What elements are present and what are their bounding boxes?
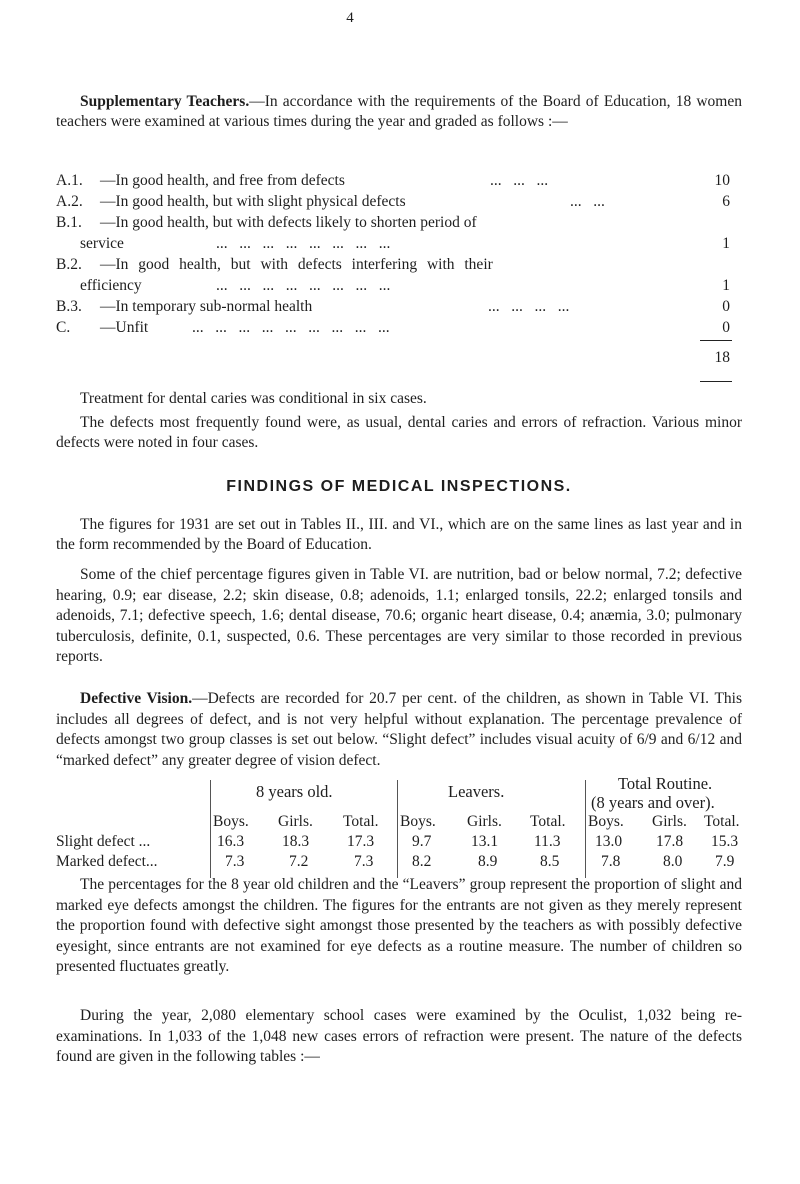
col-header: Total. bbox=[343, 813, 379, 830]
grade-row bbox=[56, 213, 742, 234]
grade-label: A.2. bbox=[56, 193, 83, 210]
cell: 7.9 bbox=[715, 853, 735, 870]
cell: 9.7 bbox=[412, 833, 432, 850]
grade-label: B.3. bbox=[56, 298, 82, 315]
col-header: Boys. bbox=[400, 813, 436, 830]
grade-text: —In good health, and free from defects bbox=[100, 172, 345, 189]
grading-list bbox=[56, 171, 742, 339]
grade-label: B.2. bbox=[56, 256, 82, 273]
group-header-leavers: Leavers. bbox=[448, 782, 505, 801]
percentages-paragraph: The percentages for the 8 year old children and the “Leavers” group represent the proportion of slight and marked eye defects amongst the children. The figures for the entrants are not given as they merely represent the proportion found with defective sight amongst those presented by the teachers as with possibly defective eyesight, since entrants are not examined for eye defects as a routine measure. The number of children so presented fluctuates greatly. bbox=[56, 876, 742, 975]
grade-count: 6 bbox=[722, 193, 730, 210]
total-rule-bottom bbox=[700, 381, 732, 382]
group-header-total-routine: Total Routine. bbox=[618, 774, 713, 793]
col-header: Total. bbox=[530, 813, 566, 830]
grade-row bbox=[56, 255, 742, 276]
cell: 7.3 bbox=[225, 853, 245, 870]
table-divider bbox=[210, 780, 211, 878]
cell: 8.5 bbox=[540, 853, 560, 870]
cell: 8.9 bbox=[478, 853, 498, 870]
cell: 16.3 bbox=[217, 833, 245, 850]
cell: 11.3 bbox=[534, 833, 561, 850]
grade-row: A.1. —In good health, and free from defects ... ... ... 10 bbox=[56, 172, 730, 189]
grade-row: B.3. —In temporary sub-normal health ... ... ... ... 0 bbox=[56, 298, 730, 315]
cell: 7.2 bbox=[289, 853, 309, 870]
total-rule-top bbox=[700, 340, 732, 341]
supplementary-paragraph bbox=[56, 92, 742, 132]
col-header: Girls. bbox=[278, 813, 313, 830]
grade-label: A.1. bbox=[56, 172, 83, 189]
findings-heading: FINDINGS OF MEDICAL INSPECTIONS. bbox=[226, 478, 572, 495]
cell: 8.2 bbox=[412, 853, 432, 870]
page-number: 4 bbox=[346, 10, 354, 26]
col-header: Girls. bbox=[467, 813, 502, 830]
cell: 8.0 bbox=[663, 853, 683, 870]
defects-paragraph: The defects most frequently found were, as usual, dental caries and errors of refraction. Various minor defects were noted in four cases. bbox=[56, 414, 742, 451]
dental-paragraph: Treatment for dental caries was conditional in six cases. bbox=[80, 390, 427, 407]
table-divider bbox=[585, 780, 586, 878]
supplementary-text: —In accordance with the requirements of the Board of Education, 18 women teachers were examined at various times during the year and graded as follows :— bbox=[56, 93, 742, 130]
cell: 7.8 bbox=[601, 853, 621, 870]
cell: 17.3 bbox=[347, 833, 375, 850]
grade-text: —In good health, but with defects likely to shorten period of bbox=[100, 214, 477, 231]
grade-label: C. bbox=[56, 319, 71, 336]
grade-text-continued: service bbox=[80, 235, 124, 252]
grade-row: C. —Unfit ... ... ... ... ... ... ... ... ... 0 bbox=[56, 319, 730, 336]
row-label: Slight defect ... bbox=[56, 833, 151, 850]
cell: 15.3 bbox=[711, 833, 739, 850]
grade-label: B.1. bbox=[56, 214, 82, 231]
cell: 7.3 bbox=[354, 853, 374, 870]
grade-count: 0 bbox=[722, 298, 730, 315]
supplementary-lead: Supplementary Teachers. bbox=[80, 93, 250, 110]
grade-count: 0 bbox=[722, 319, 730, 336]
grade-count: 10 bbox=[714, 172, 730, 189]
grade-text: —In good health, but with slight physical defects bbox=[100, 193, 406, 210]
grade-text: —In good health, but with defects interfering with their bbox=[100, 256, 493, 273]
grade-row: A.2. —In good health, but with slight physical defects ... ... 6 bbox=[56, 193, 730, 210]
group-header-total-routine-sub: (8 years and over). bbox=[591, 793, 715, 812]
col-header: Total. bbox=[704, 813, 740, 830]
cell: 18.3 bbox=[282, 833, 310, 850]
cell: 13.0 bbox=[595, 833, 623, 850]
grades-total: 18 bbox=[714, 349, 730, 366]
vision-text: —Defects are recorded for 20.7 per cent. of the children, as shown in Table VI. This includes all degrees of defect, and is not very helpful without explanation. The percentage prevalence of defects amongst two group classes is set out below. “Slight defect” includes visual acuity of 6/9 and 6/12 and “marked defect” any greater degree of vision defect. bbox=[56, 690, 742, 769]
cell: 17.8 bbox=[656, 833, 684, 850]
group-header-8-years: 8 years old. bbox=[256, 782, 333, 801]
findings-paragraph-1: The figures for 1931 are set out in Tables II., III. and VI., which are on the same lines as last year and in the form recommended by the Board of Education. bbox=[56, 516, 742, 553]
grade-row-continued: service ... ... ... ... ... ... ... ... 1 bbox=[80, 235, 730, 252]
col-header: Boys. bbox=[213, 813, 249, 830]
grade-text: —In temporary sub-normal health bbox=[100, 298, 313, 315]
row-label: Marked defect... bbox=[56, 853, 158, 870]
col-header: Girls. bbox=[652, 813, 687, 830]
findings-paragraph-2: Some of the chief percentage figures given in Table VI. are nutrition, bad or below normal, 7.2; defective hearing, 0.9; ear disease, 2.2; skin disease, 0.8; adenoids, 1.1; enlarged tonsils, 22.2; enlarged tonsils and adenoids, 7.1; defective speech, 1.6; dental disease, 70.6; organic heart disease, 0.4; anæmia, 3.0; pulmonary tuberculosis, definite, 0.1, suspected, 0.6. These percentages are very similar to those recorded in previous reports. bbox=[56, 566, 742, 665]
table-divider bbox=[397, 780, 398, 878]
grade-text-continued: efficiency bbox=[80, 277, 142, 294]
col-header: Boys. bbox=[588, 813, 624, 830]
grade-count: 1 bbox=[722, 277, 730, 294]
grade-row-continued: efficiency ... ... ... ... ... ... ... ... 1 bbox=[80, 277, 730, 294]
cell: 13.1 bbox=[471, 833, 499, 850]
grade-count: 1 bbox=[722, 235, 730, 252]
vision-paragraph bbox=[56, 689, 742, 771]
grade-text: —Unfit bbox=[100, 319, 149, 336]
oculist-paragraph: During the year, 2,080 elementary school cases were examined by the Oculist, 1,032 being re-examinations. In 1,033 of the 1,048 new cases errors of refraction were present. The nature of the defects found are given in the following tables :— bbox=[56, 1007, 742, 1065]
vision-lead: Defective Vision. bbox=[80, 690, 193, 707]
vision-table bbox=[56, 774, 742, 878]
